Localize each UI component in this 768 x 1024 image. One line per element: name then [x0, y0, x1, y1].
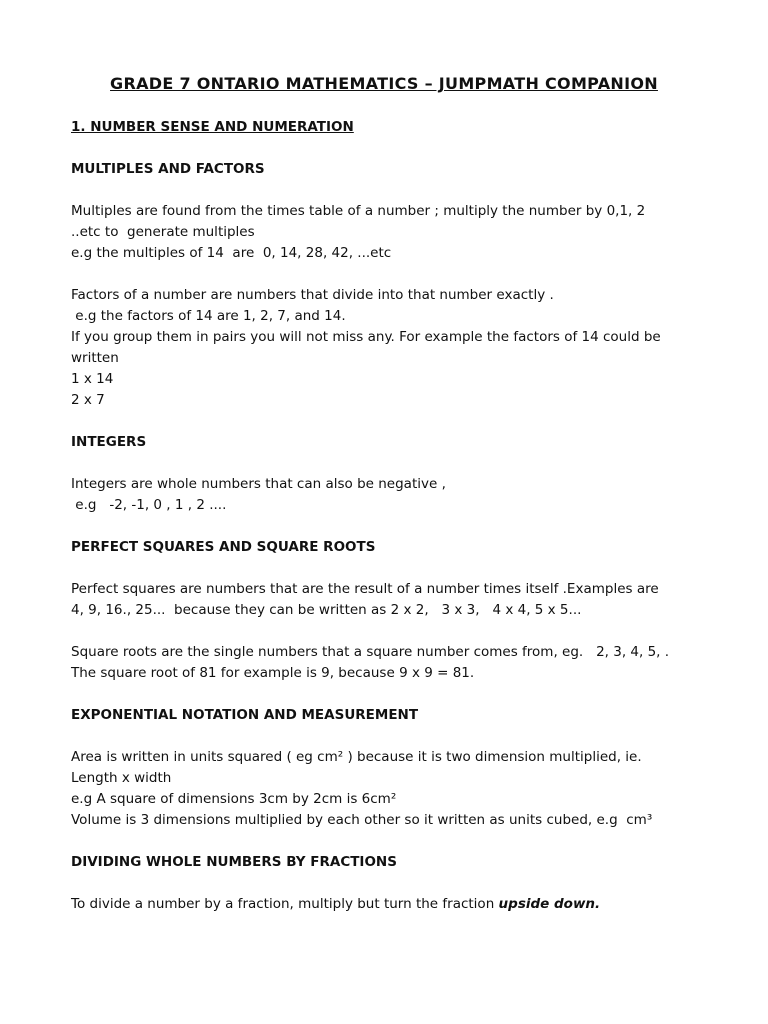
paragraph-line: 4, 9, 16., 25... because they can be written as 2 x 2, 3 x 3, 4 x 4, 5 x 5...: [71, 602, 582, 618]
integers-heading: INTEGERS: [71, 434, 147, 450]
paragraph-line: The square root of 81 for example is 9, because 9 x 9 = 81.: [71, 665, 475, 681]
dividing-heading: DIVIDING WHOLE NUMBERS BY FRACTIONS: [71, 854, 397, 870]
paragraph-line: Multiples are found from the times table of a number ; multiply the number by 0,1, 2: [71, 203, 646, 219]
paragraph-line: Length x width: [71, 770, 172, 786]
paragraph-line: Area is written in units squared ( eg cm² ) because it is two dimension multiplied, ie.: [71, 749, 642, 765]
paragraph-line: Factors of a number are numbers that divide into that number exactly .: [71, 287, 554, 303]
paragraph-line: Perfect squares are numbers that are the result of a number times itself .Examples are: [71, 581, 659, 597]
document-title: GRADE 7 ONTARIO MATHEMATICS – JUMPMATH COMPANION: [110, 74, 658, 93]
paragraph-line: written: [71, 350, 119, 366]
paragraph-line: Integers are whole numbers that can also be negative ,: [71, 476, 446, 492]
paragraph-line: Square roots are the single numbers that a square number comes from, eg. 2, 3, 4, 5, .: [71, 644, 670, 660]
paragraph-line: e.g the factors of 14 are 1, 2, 7, and 14.: [71, 308, 346, 324]
paragraph-line: e.g A square of dimensions 3cm by 2cm is 6cm²: [71, 791, 397, 807]
paragraph-line: 1 x 14: [71, 371, 114, 387]
exponential-heading: EXPONENTIAL NOTATION AND MEASUREMENT: [71, 707, 419, 723]
paragraph-line: Volume is 3 dimensions multiplied by each other so it written as units cubed, e.g cm³: [71, 812, 653, 828]
section-heading: 1. NUMBER SENSE AND NUMERATION: [71, 119, 354, 135]
dividing-text: To divide a number by a fraction, multiply but turn the fraction: [71, 896, 499, 912]
paragraph-line: [71, 896, 600, 912]
squares-heading: PERFECT SQUARES AND SQUARE ROOTS: [71, 539, 376, 555]
paragraph-line: If you group them in pairs you will not miss any. For example the factors of 14 could be: [71, 329, 661, 345]
paragraph-line: e.g -2, -1, 0 , 1 , 2 ....: [71, 497, 227, 513]
paragraph-line: ..etc to generate multiples: [71, 224, 255, 240]
paragraph-line: e.g the multiples of 14 are 0, 14, 28, 42, ...etc: [71, 245, 392, 261]
paragraph-line: 2 x 7: [71, 392, 105, 408]
multiples-factors-heading: MULTIPLES AND FACTORS: [71, 161, 265, 177]
emphasis-text: upside down.: [498, 896, 601, 912]
